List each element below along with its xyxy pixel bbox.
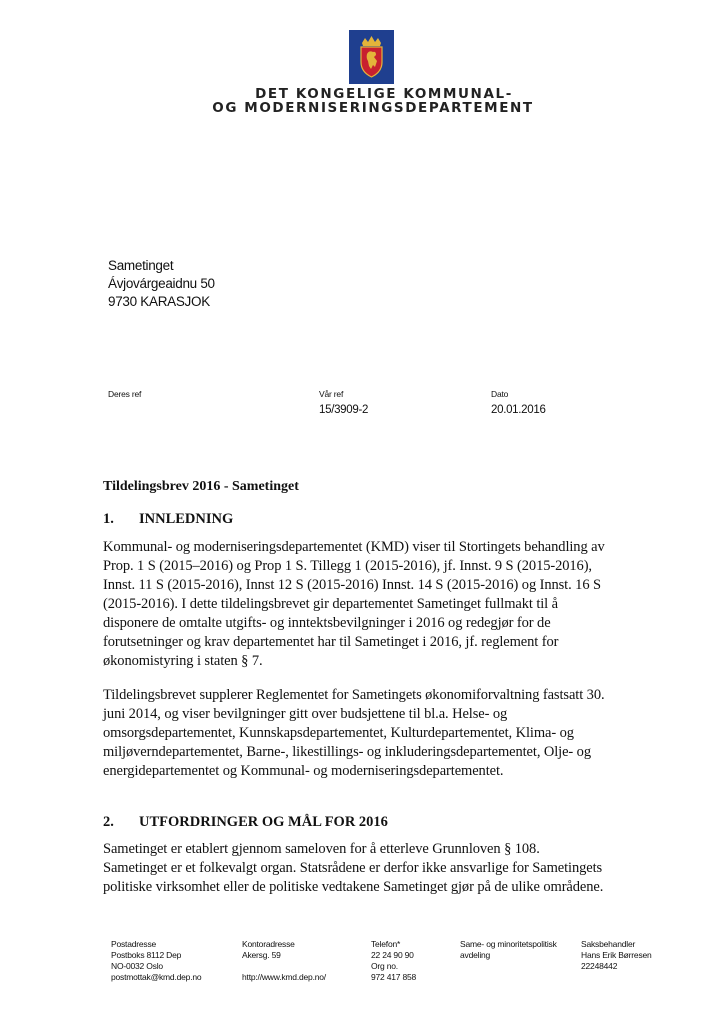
footer-line: avdeling [460, 950, 491, 960]
section-1-heading [103, 511, 233, 528]
text-line: politiske virksomhet eller de politiske vedtakene Sametinget gjør på de ulike områdene. [103, 879, 604, 895]
coat-of-arms-logo [349, 30, 394, 84]
footer-line: Postboks 8112 Dep [111, 950, 182, 960]
footer-line: Org no. [371, 961, 398, 971]
section-2-title: UTFORDRINGER OG MÅL FOR 2016 [139, 814, 388, 830]
document-title: Tildelingsbrev 2016 - Sametinget [103, 479, 299, 494]
text-line: økonomistyring i staten § 7. [103, 653, 263, 669]
text-line: Innst. 11 S (2015-2016), Innst 12 S (2015-2016) Innst. 14 S (2015-2016) og Innst. 16 S [103, 577, 601, 593]
footer-line: Same- og minoritetspolitisk [460, 939, 557, 949]
text-line: forutsetninger og krav departementet har til Sametinget i 2016, jf. reglement for [103, 634, 559, 650]
footer-avdeling [460, 939, 557, 961]
footer-label: Saksbehandler [581, 939, 636, 949]
footer-label: Telefon* [371, 939, 401, 949]
text-line: juni 2014, og viser bevilgninger gitt over budsjettene til bl.a. Helse- og [103, 706, 508, 722]
footer-line: Hans Erik Børresen [581, 950, 652, 960]
text-line: Prop. 1 S (2015–2016) og Prop 1 S. Tillegg 1 (2015-2016), jf. Innst. 9 S (2015-2016), [103, 558, 592, 574]
recipient-address [108, 257, 215, 311]
footer-line: NO-0032 Oslo [111, 961, 163, 971]
footer-kontoradresse [242, 939, 326, 983]
recipient-city: 9730 KARASJOK [108, 294, 210, 309]
crown-lion-icon [349, 30, 394, 84]
footer-line: 22 24 90 90 [371, 950, 414, 960]
footer-line [242, 961, 326, 972]
footer-label: Kontoradresse [242, 939, 295, 949]
footer-postadresse [111, 939, 201, 983]
text-line: energidepartementet og Kommunal- og moderniseringsdepartementet. [103, 763, 504, 779]
text-line: Sametinget er et folkevalgt organ. Statsrådene er derfor ikke ansvarlige for Sametingets [103, 860, 603, 876]
org-name-line2: OG MODERNISERINGSDEPARTEMENT [212, 100, 534, 116]
org-name-line1: DET KONGELIGE KOMMUNAL- [255, 86, 513, 102]
text-line: Kommunal- og moderniseringsdepartementet (KMD) viser til Stortingets behandling av [103, 539, 605, 555]
var-ref-value: 15/3909-2 [319, 404, 369, 416]
text-line: miljøverndepartementet, Barne-, likestillings- og inkluderingsdepartementet, Olje- og [103, 744, 591, 760]
dato-value: 20.01.2016 [491, 404, 546, 416]
recipient-street: Ávjovárgeaidnu 50 [108, 276, 215, 291]
deres-ref-label: Deres ref [108, 389, 142, 399]
section-2-number: 2. [103, 814, 114, 830]
footer-telefon [371, 939, 416, 983]
section-2-heading [103, 814, 388, 831]
section-1-title: INNLEDNING [139, 511, 234, 527]
var-ref-label: Vår ref [319, 389, 344, 399]
footer-website: http://www.kmd.dep.no/ [242, 972, 326, 982]
dato-label: Dato [491, 389, 509, 399]
section-1-number: 1. [103, 511, 114, 527]
text-line: disponere de omtalte utgifts- og inntektsbevilgninger i 2016 og redegjør for de [103, 615, 551, 631]
footer-label: Postadresse [111, 939, 157, 949]
section-1-paragraph-1 [103, 538, 663, 671]
footer-line: 972 417 858 [371, 972, 417, 982]
text-line: (2015-2016). I dette tildelingsbrevet gir departementet Sametinget fullmakt til å [103, 596, 558, 612]
footer-email: postmottak@kmd.dep.no [111, 972, 202, 982]
recipient-name: Sametinget [108, 258, 174, 273]
text-line: Sametinget er etablert gjennom sameloven for å etterleve Grunnloven § 108. [103, 841, 540, 857]
text-line: omsorgsdepartementet, Kunnskapsdepartementet, Kulturdepartementet, Klima- og [103, 725, 574, 741]
footer-saksbehandler [581, 939, 652, 972]
section-1-paragraph-2 [103, 686, 663, 781]
text-line: Tildelingsbrevet supplerer Reglementet for Sametingets økonomiforvaltning fastsatt 30. [103, 687, 605, 703]
footer-line: Akersg. 59 [242, 950, 281, 960]
section-2-paragraph-1 [103, 840, 663, 897]
footer-line: 22248442 [581, 961, 618, 971]
